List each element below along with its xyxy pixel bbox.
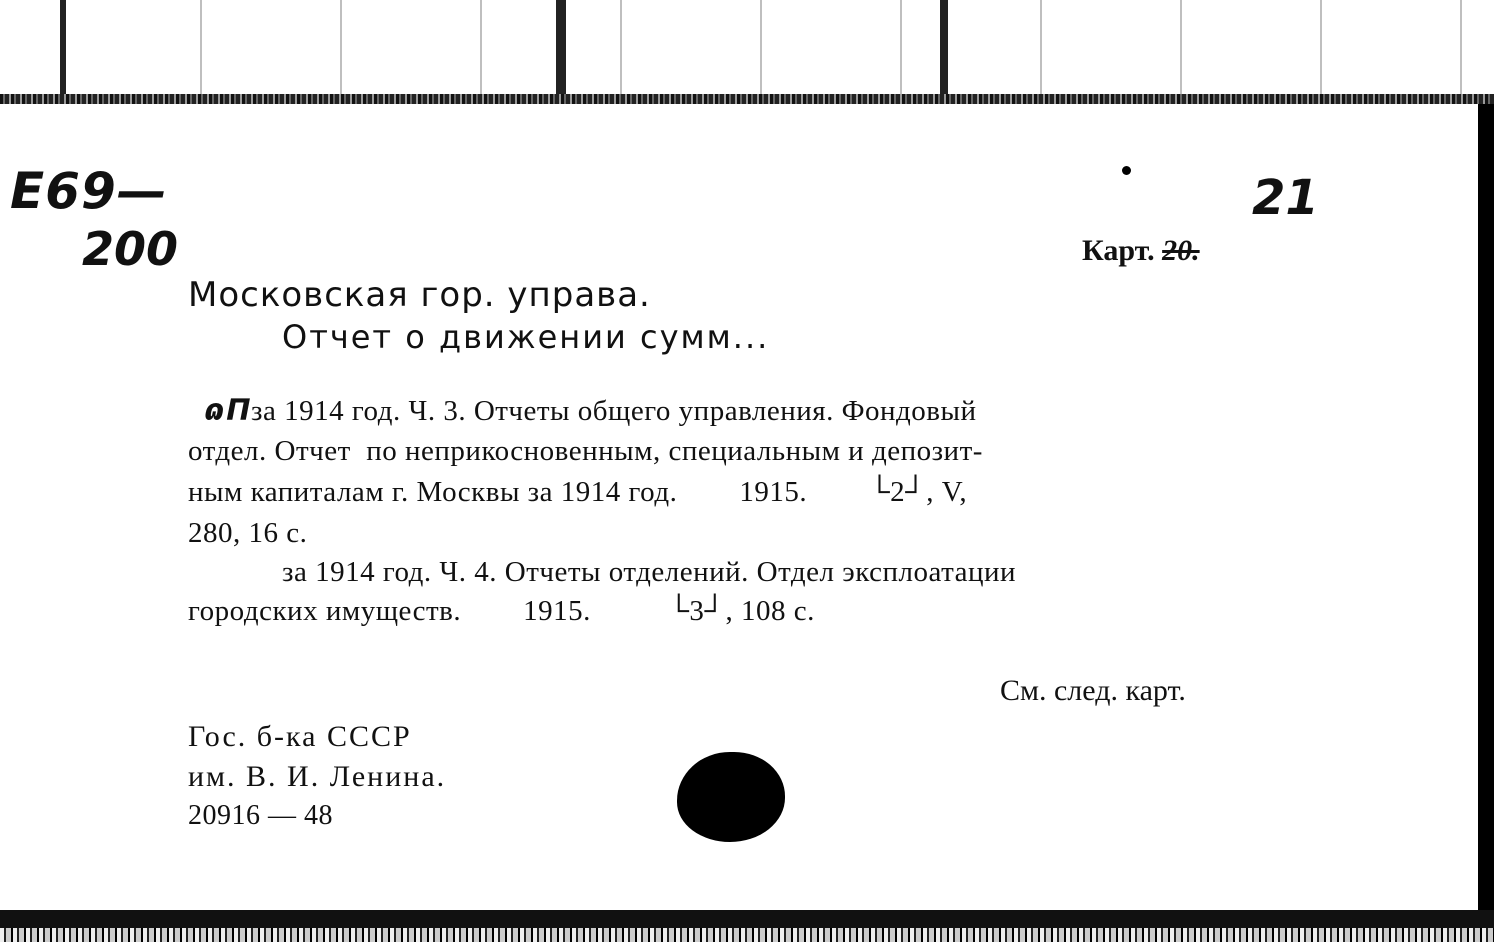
handwritten-card-number: 21 xyxy=(1252,170,1319,226)
scan-artifact-strip xyxy=(0,928,1494,942)
card-number-label xyxy=(1082,236,1200,266)
handwritten-mark: ɷП xyxy=(206,393,252,427)
entry-heading: Московская гор. управа. xyxy=(188,275,651,315)
library-print-code: 20916 — 48 xyxy=(188,800,333,831)
see-next-card: См. след. карт. xyxy=(1000,674,1186,707)
library-line: им. В. И. Ленина. xyxy=(188,760,447,793)
ink-dot xyxy=(1122,166,1131,175)
card-number: 20. xyxy=(1162,234,1200,267)
entry-line xyxy=(206,393,977,427)
scan-artifact xyxy=(60,0,66,94)
scan-border-right xyxy=(1478,104,1494,916)
scan-border-top xyxy=(0,0,1494,104)
scan-border-bottom xyxy=(0,910,1494,942)
entry-line: за 1914 год. Ч. 4. Отчеты отделений. Отдел эксплоатации xyxy=(282,556,1017,588)
entry-line: ным капиталам г. Москвы за 1914 год. 1915. └2┘, V, xyxy=(188,476,968,508)
scan-artifact-band xyxy=(0,94,1494,104)
entry-line: 280, 16 с. xyxy=(188,517,308,549)
entry-line: отдел. Отчет по неприкосновенным, специальным и депозит- xyxy=(188,435,983,467)
scan-artifact xyxy=(556,0,566,94)
card-label: Карт. xyxy=(1082,234,1155,267)
scan-artifact xyxy=(940,0,948,94)
library-line: Гос. б-ка СССР xyxy=(188,720,412,753)
handwritten-call-number: E69— xyxy=(10,162,168,220)
punch-hole xyxy=(677,752,785,842)
entry-line: городских имуществ. 1915. └3┘, 108 с. xyxy=(188,595,815,627)
handwritten-call-number-sub: 200 xyxy=(82,222,179,276)
entry-subheading: Отчет о движении сумм... xyxy=(282,318,770,356)
entry-line-text: за 1914 год. Ч. 3. Отчеты общего управления. Фондовый xyxy=(251,395,977,427)
